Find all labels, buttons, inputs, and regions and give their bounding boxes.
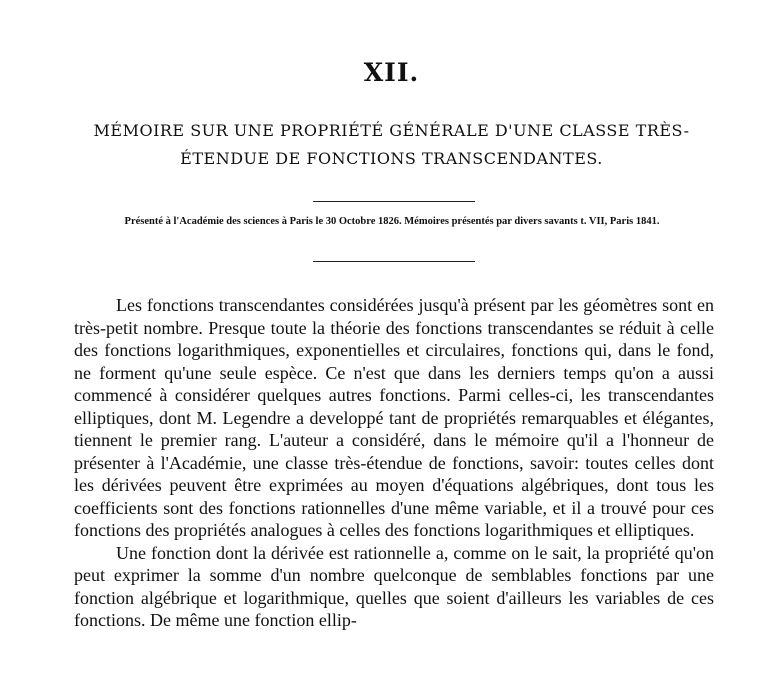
divider-bottom [313,261,475,262]
chapter-number: XII. [363,58,420,87]
paragraph-2: Une fonction dont la dérivée est rationnelle a, comme on le sait, la propriété qu'on peut exprimer la somme d'un nombre quelconque de semblables fonctions par une fonction algébrique et logarithmique, quelles que soient d'ailleurs les variables de ces fonctions. De même une fonction ellip- [74,542,714,630]
paragraph-1: Les fonctions transcendantes considérées jusqu'à présent par les géomètres sont en très-petit nombre. Presque toute la théorie des fonctions transcendantes se réduit à celle des fonctions logarithmiques, exponentielles et circulaires, fonctions qui, dans le fond, ne forment qu'une seule espèce. Ce n'est que dans les derniers temps qu'on a aussi commencé à considérer quelques autres fonctions. Parmi celles-ci, les transcendantes elliptiques, dont M. Legendre a developpé tant de propriétés remarquables et élégantes, tiennent le premier rang. L'auteur a considéré, dans le mémoire qu'il a l'honneur de présenter à l'Académie, une classe très-étendue de fonctions, savoir: toutes celles dont les dérivées peuvent être exprimées au moyen d'équations algébriques, dont tous les coefficients sont des fonctions rationnelles d'une même variable, et il a trouvé pour ces fonctions des propriétés analogues à celles des fonctions logarithmiques et elliptiques. [74,295,714,540]
divider-top [313,201,475,202]
body-text [74,294,714,632]
memoir-title: MÉMOIRE SUR UNE PROPRIÉTÉ GÉNÉRALE D'UNE CLASSE TRÈS-ÉTENDUE DE FONCTIONS TRANSCENDANTES. [93,121,690,168]
presentation-note: Présenté à l'Académie des sciences à Paris le 30 Octobre 1826. Mémoires présentés par divers savants t. VII, Paris 1841. [124,216,660,227]
